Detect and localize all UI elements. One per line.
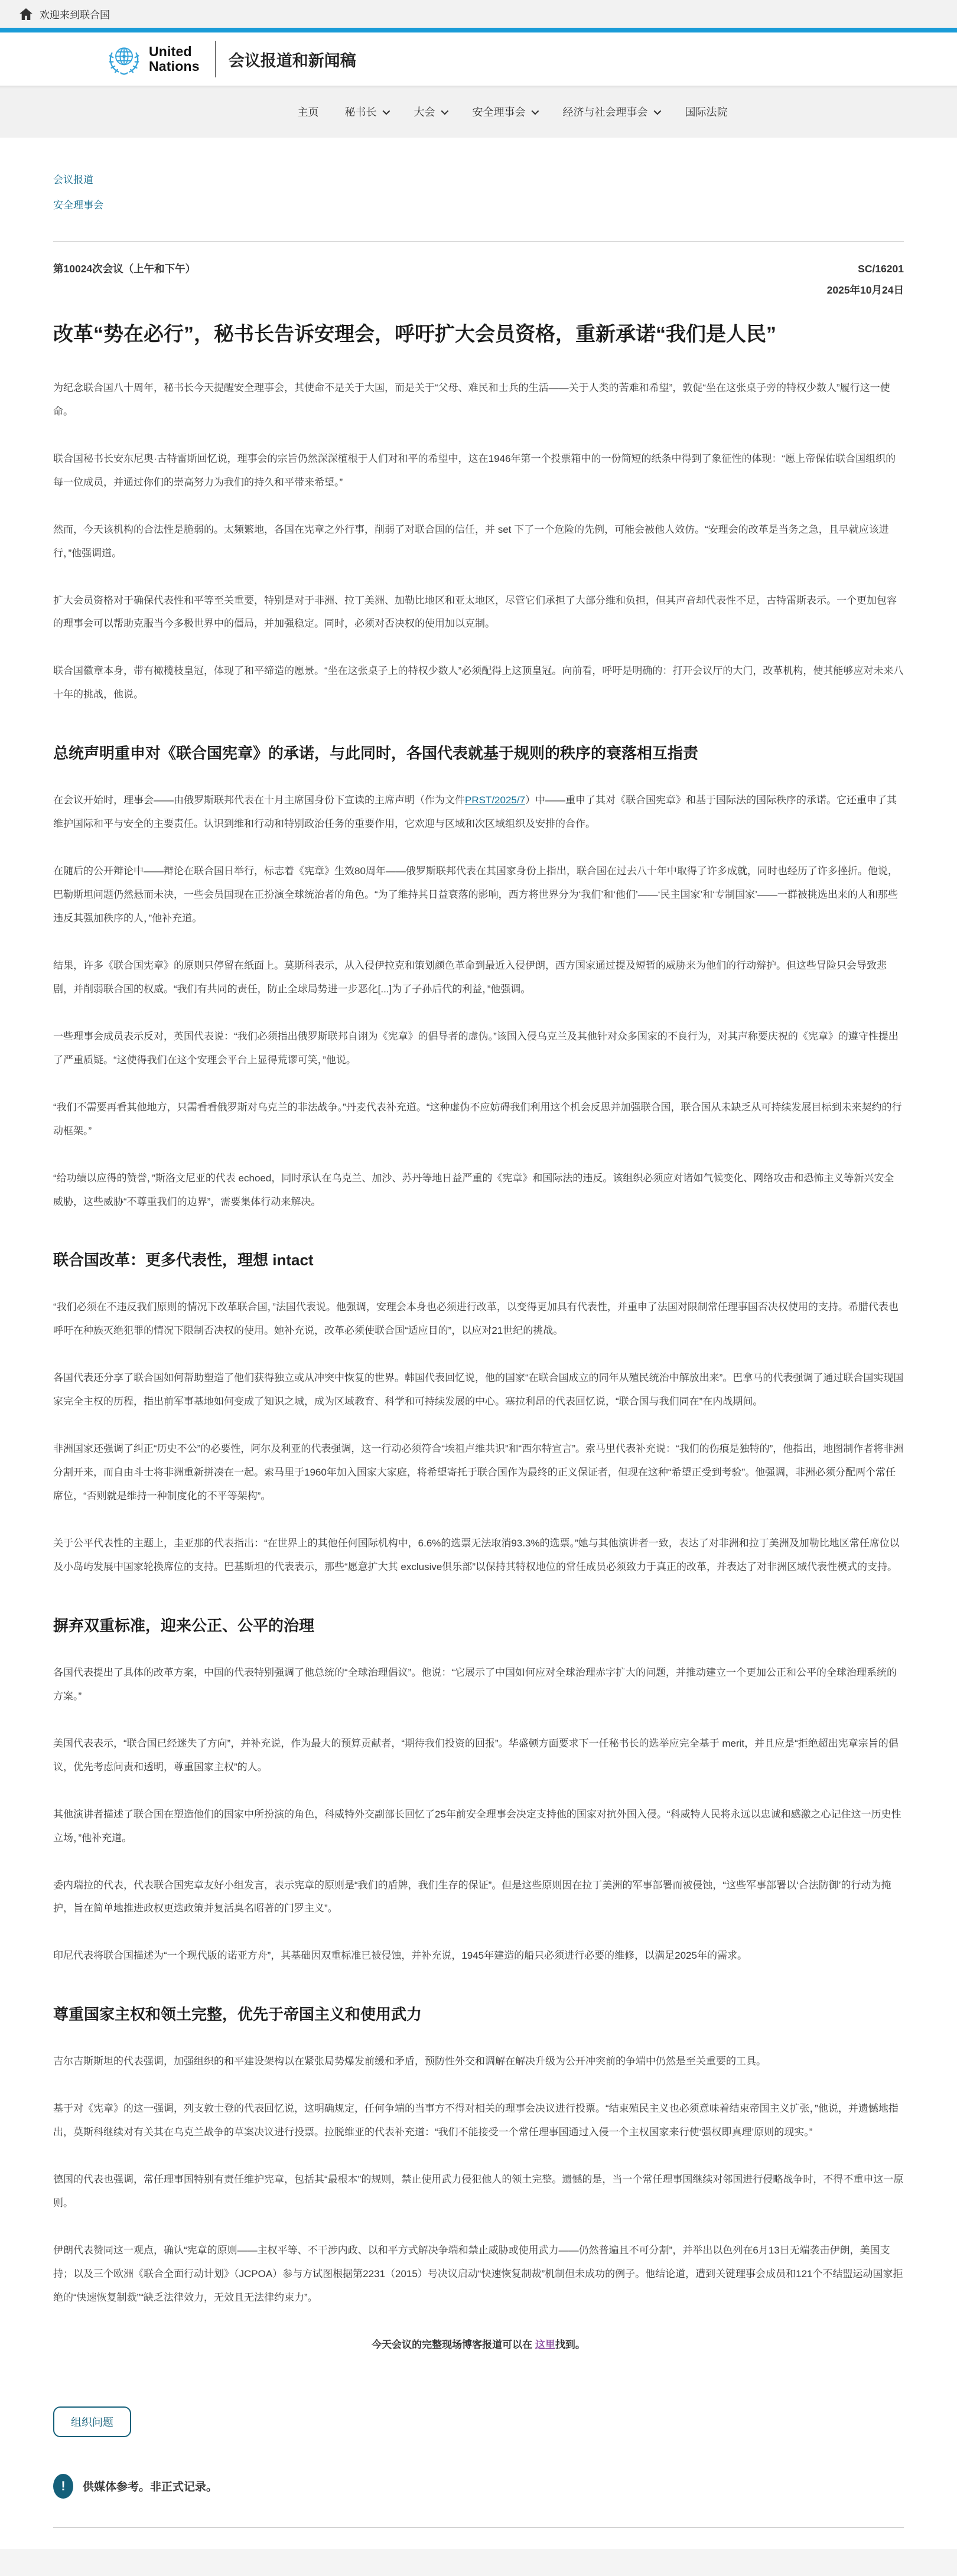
paragraph: 联合国徽章本身，带有橄榄枝皇冠，体现了和平缔造的愿景。“坐在这张桌子上的特权少数人”必须配得上这顶皇冠。向前看，呼吁是明确的：打开会议厅的大门，改革机构，使其能够应对未来八十年的挑战，他说。 [53, 665, 904, 701]
paragraph: 结果，许多《联合国宪章》的原则只停留在纸面上。莫斯科表示，从入侵伊拉克和策划颜色革命到最近入侵伊朗，西方国家通过提及短暂的威胁来为他们的行动辩护。但这些冒险只会导致悲剧，并削弱联合国的权威。“我们有共同的责任，防止全球局势进一步恶化[...]为了子孙后代的利益，”他强调。 [53, 959, 887, 995]
chevron-down-icon [441, 107, 448, 115]
nav-item-5[interactable]: 经济与社会理事会 [563, 104, 659, 119]
chevron-down-icon [531, 107, 539, 115]
welcome-link[interactable]: 欢迎来到联合国 [40, 9, 110, 21]
section-heading: 尊重国家主权和领土完整，优先于帝国主义和使用武力 [53, 2005, 422, 2024]
topic-tag-button[interactable]: 组织问题 [53, 2406, 131, 2437]
paragraph: 基于对《宪章》的这一强调，列支敦士登的代表回忆说，这明确规定，任何争端的当事方不得对相关的理事会决议进行投票。“结束殖民主义也必须意味着结束帝国主义扩张，”他说，并遗憾地指出，莫斯科继续对有关其在乌克兰战争的草案决议进行投票。拉脱维亚的代表补充道：“我们不能接受一个常任理事国通过入侵一个主权国家来行使‘强权即真理’原则的现实。” [53, 2103, 899, 2138]
paragraph: “给功绩以应得的赞誉，”斯洛文尼亚的代表 echoed，同时承认在乌克兰、加沙、苏丹等地日益严重的《宪章》和国际法的违反。该组织必须应对诸如气候变化、网络攻击和恐怖主义等新兴安全威胁，这些威胁“不尊重我们的边界”，需要集体行动来解决。 [53, 1172, 894, 1207]
paragraph: 关于公平代表性的主题上，圭亚那的代表指出：“在世界上的其他任何国际机构中，6.6%的选票无法取消93.3%的选票。”她与其他演讲者一致，表达了对非洲和拉丁美洲及加勒比地区常任席位以及小岛屿发展中国家轮换席位的支持。巴基斯坦的代表表示，那些“愿意扩大其 exclusive俱乐部”以保持其特权地位的常任成员必须致力于真正的改革，并表达了对非洲区域代表性模式的支持。 [53, 1538, 900, 1572]
paragraph: 印尼代表将联合国描述为“一个现代版的诺亚方舟”，其基础因双重标准已被侵蚀，并补充说，1945年建造的船只必须进行必要的维修，以满足2025年的需求。 [53, 1950, 747, 1962]
topbar [0, 0, 957, 28]
document-meta [53, 258, 904, 302]
media-note-text: 供媒体参考。非正式记录。 [83, 2481, 218, 2494]
chevron-down-icon [382, 107, 390, 115]
nav-item-6[interactable]: 国际法院 [685, 106, 728, 118]
paragraph: 伊朗代表赞同这一观点，确认“宪章的原则——主权平等、不干涉内政、以和平方式解决争端和禁止威胁或使用武力——仍然普遍且不可分割”，并举出以色列在6月13日无端袭击伊朗，美国支持；以及三个欧洲《联合全面行动计划》（JCPOA）参与方试图根据第2231（2015）号决议启动“快速恢复制裁”机制但未成功的例子。他结论道，遭到关键理事会成员和121个不结盟运动国家拒绝的“快速恢复制裁”“缺乏法律效力，无效且无法律约束力”。 [53, 2245, 903, 2303]
section-heading: 摒弃双重标准，迎来公正、公平的治理 [53, 1616, 315, 1634]
paragraph: 扩大会员资格对于确保代表性和平等至关重要，特别是对于非洲、拉丁美洲、加勒比地区和亚太地区，尽管它们承担了大部分维和负担，但其声音却代表性不足，古特雷斯表示。一个更加包容的理事会可以帮助克服当今多极世界中的僵局，并加强稳定。同时，必须对否决权的使用加以克制。 [53, 594, 897, 630]
paragraph: 美国代表表示，“联合国已经迷失了方向”，并补充说，作为最大的预算贡献者，“期待我们投资的回报”。华盛顿方面要求下一任秘书长的选举应完全基于 merit，并且应是“拒绝超出宪章宗旨的倡议，优先考虑问责和透明，尊重国家主权”的人。 [53, 1737, 899, 1773]
paragraph: 各国代表还分享了联合国如何帮助塑造了他们获得独立或从冲突中恢复的世界。韩国代表回忆说，他的国家“在联合国成立的同年从殖民统治中解放出来”。巴拿马的代表强调了通过联合国实现国家完全主权的历程，指出前军事基地如何变成了知识之城，成为区域教育、科学和可持续发展的中心。塞拉利昂的代表回忆说，“联合国与我们同在”在内战期间。 [53, 1372, 904, 1408]
blog-link-note: 今天会议的完整现场博客报道可以在 这里找到。 [372, 2339, 585, 2350]
article-body [53, 376, 904, 2357]
paragraph: 一些理事会成员表示反对，英国代表说：“我们必须指出俄罗斯联邦自诩为《宪章》的倡导者的虚伪。”该国入侵乌克兰及其他针对众多国家的不良行为，对其声称要庆祝的《宪章》的遵守性提出了严重质疑。“这使得我们在这个安理会平台上显得荒谬可笑，”他说。 [53, 1030, 899, 1066]
meeting-number: 第10024次会议（上午和下午） [53, 262, 196, 275]
site-header [0, 32, 957, 86]
paragraph: 在会议开始时，理事会——由俄罗斯联邦代表在十月主席国身份下宣读的主席声明（作为文件PRST/2025/7）中——重申了其对《联合国宪章》和基于国际法的国际秩序的承诺。它还重申了其维护国际和平与安全的主要责任。认识到维和行动和特别政治任务的重要作用，它欢迎与区域和次区域组织及安排的合作。 [53, 794, 897, 830]
bottom-divider [53, 2527, 904, 2528]
header-divider [215, 41, 216, 77]
breadcrumb-link-2[interactable]: 安全理事会 [53, 200, 103, 211]
section-heading: 总统声明重申对《联合国宪章》的承诺，与此同时，各国代表就基于规则的秩序的衰落相互指责 [53, 744, 699, 763]
paragraph: 德国的代表也强调，常任理事国特别有责任维护宪章，包括其“最根本”的规则，禁止使用武力侵犯他人的领土完整。遗憾的是，当一个常任理事国继续对邻国进行侵略战争时，不得不重申这一原则。 [53, 2174, 904, 2209]
un-emblem-icon[interactable] [106, 42, 142, 76]
article-page [0, 138, 957, 2528]
site-title[interactable]: 会议报道和新闻稿 [228, 51, 356, 70]
media-note [53, 2474, 904, 2499]
nav-item-4[interactable]: 安全理事会 [473, 104, 537, 119]
paragraph: 然而，今天该机构的合法性是脆弱的。太频繁地，各国在宪章之外行事，削弱了对联合国的信任，并 set 下了一个危险的先例，可能会被他人效仿。“安理会的改革是当务之急，且早就应该进行，”他强调道。 [53, 523, 889, 559]
nav-item-1[interactable]: 主页 [297, 106, 319, 118]
chevron-down-icon [653, 107, 661, 115]
home-icon[interactable] [19, 8, 32, 20]
paragraph: 联合国秘书长安东尼奥·古特雷斯回忆说，理事会的宗旨仍然深深植根于人们对和平的希望中，这在1946年第一个投票箱中的一份简短的纸条中得到了象征性的体现：“愿上帝保佑联合国组织的每一位成员，并通过你们的崇高努力为我们的持久和平带来希望。” [53, 452, 896, 488]
paragraph: 其他演讲者描述了联合国在塑造他们的国家中所扮演的角色，科威特外交副部长回忆了25年前安全理事会决定支持他的国家对抗外国入侵。“科威特人民将永远以忠诚和感激之心记住这一历史性立场，”他补充道。 [53, 1808, 901, 1844]
inline-link[interactable]: 这里 [535, 2339, 555, 2350]
main-nav [0, 86, 957, 138]
inline-link[interactable]: PRST/2025/7 [465, 794, 526, 806]
org-name: United Nations [149, 44, 200, 74]
section-heading: 联合国改革：更多代表性，理想 intact [53, 1251, 314, 1269]
paragraph: 非洲国家还强调了纠正“历史不公”的必要性，阿尔及利亚的代表强调，这一行动必须符合“埃祖卢维共识”和“西尔特宣言”。索马里代表补充说：“我们的伤痕是独特的”，他指出，地图制作者将非洲分割开来，而自由斗士将非洲重新拼凑在一起。索马里于1960年加入国家大家庭，将希望寄托于联合国作为最终的正义保证者，但现在这种“希望正受到考验”。他强调，非洲必须分配两个常任席位，“否则就是维持一种制度化的不平等架构”。 [53, 1443, 904, 1502]
paragraph: 委内瑞拉的代表，代表联合国宪章友好小组发言，表示宪章的原则是“我们的盾牌，我们生存的保证”。但是这些原则因在拉丁美洲的军事部署而被侵蚀，“这些军事部署以‘合法防御’的行动为掩护，旨在简单地推进政权更迭政策并复活臭名昭著的门罗主义”。 [53, 1879, 891, 1914]
site-footer [0, 2549, 957, 2576]
breadcrumb [53, 167, 904, 219]
paragraph: 为纪念联合国八十周年，秘书长今天提醒安全理事会，其使命不是关于大国，而是关于“父母、难民和士兵的生活——关于人类的苦难和希望”，敦促“坐在这张桌子旁的特权少数人”履行这一使命。 [53, 382, 890, 417]
paragraph: 吉尔吉斯斯坦的代表强调，加强组织的和平建设架构以在紧张局势爆发前缓和矛盾，预防性外交和调解在解决升级为公开冲突前的争端中仍然是至关重要的工具。 [53, 2056, 766, 2067]
breadcrumb-link-1[interactable]: 会议报道 [53, 174, 93, 185]
nav-item-3[interactable]: 大会 [414, 104, 447, 119]
divider [53, 241, 904, 242]
document-date: 2025年10月24日 [826, 284, 904, 297]
accent-bar [0, 28, 957, 32]
info-icon: ! [53, 2474, 73, 2499]
paragraph: “我们必须在不违反我们原则的情况下改革联合国，”法国代表说。他强调，安理会本身也必须进行改革，以变得更加具有代表性，并重申了法国对限制常任理事国否决权使用的支持。希腊代表也呼吁在种族灭绝犯罪的情况下限制否决权的使用。她补充说，改革必须使联合国“适应目的”，以应对21世纪的挑战。 [53, 1301, 899, 1337]
nav-item-2[interactable]: 秘书长 [345, 104, 388, 119]
paragraph: “我们不需要再看其他地方，只需看看俄罗斯对乌克兰的非法战争。”丹麦代表补充道。“这种虚伪不应妨碍我们利用这个机会反思并加强联合国，联合国从未缺乏从可持续发展目标到未来契约的行动框架。” [53, 1101, 902, 1136]
page-title: 改革“势在必行”，秘书长告诉安理会，呼吁扩大会员资格，重新承诺“我们是人民” [53, 323, 776, 346]
document-symbol: SC/16201 [858, 262, 904, 275]
paragraph: 在随后的公开辩论中——辩论在联合国日举行，标志着《宪章》生效80周年——俄罗斯联邦代表在其国家身份上指出，联合国在过去八十年中取得了许多成就，同时也经历了许多挫折。他说，巴勒斯坦问题仍然悬而未决，一些会员国现在正扮演全球统治者的角色。“为了维持其日益衰落的影响，西方将世界分为‘我们’和‘他们’——‘民主国家’和‘专制国家’——一群被挑选出来的人和那些违反其强加秩序的人，”他补充道。 [53, 865, 898, 924]
paragraph: 各国代表提出了具体的改革方案，中国的代表特别强调了他总统的“全球治理倡议”。他说：“它展示了中国如何应对全球治理赤字扩大的问题，并推动建立一个更加公正和公平的全球治理系统的方案。” [53, 1666, 897, 1702]
